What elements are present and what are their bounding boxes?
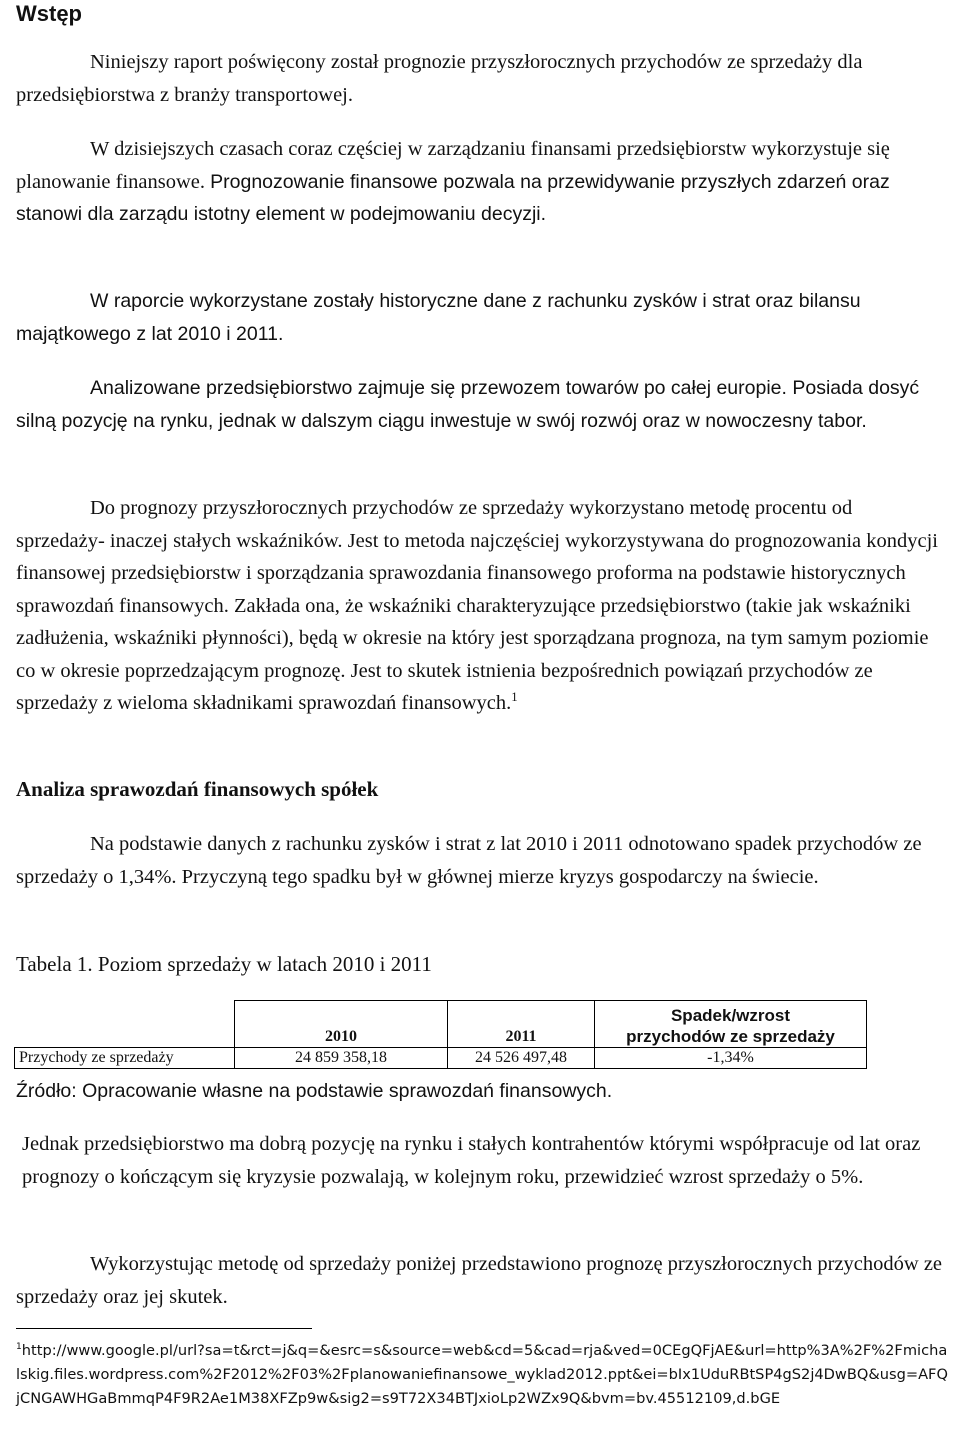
header-line: Spadek/wzrost xyxy=(670,1006,791,1025)
planning-paragraph xyxy=(16,133,946,231)
footnote-ref: 1 xyxy=(511,690,518,705)
planning-text: W dzisiejszych czasach coraz częściej w zarządzaniu finansami przedsiębiorstw wykorzystuje się planowanie finansowe. xyxy=(16,138,890,193)
footnote-divider xyxy=(16,1328,312,1329)
table-header-cell xyxy=(595,1001,867,1048)
forecasting-text: Prognozowanie finansowe pozwala na przewidywanie przyszłych zdarzeń oraz stanowi dla zarządu istotny element w podejmowaniu decyzji. xyxy=(16,170,890,225)
analysis-heading: Analiza sprawozdań finansowych spółek xyxy=(16,777,379,801)
closing-paragraph-1: Jednak przedsiębiorstwo ma dobrą pozycję na rynku i stałych kontrahentów którymi współpracuje od lat oraz prognozy o kończącym się kryzysie pozwalają, w kolejnym roku, przewidzieć wzrost sprzedaży o 5%. xyxy=(22,1133,921,1188)
company-paragraph xyxy=(16,372,946,437)
company-text: Analizowane przedsiębiorstwo zajmuje się przewozem towarów po całej europie. Posiada dosyć silną pozycję na rynku, jednak w dalszym ciągu inwestuje w swój rozwój oraz w nowoczesny tabor. xyxy=(16,377,920,432)
table-header-row xyxy=(15,1001,867,1048)
intro-text: Niniejszy raport poświęcony został prognozie przyszłorocznych przychodów ze sprzedaży dla przedsiębiorstwa z branży transportowej. xyxy=(16,51,863,106)
footnote-link[interactable]: http://www.google.pl/url?sa=t&rct=j&q=&esrc=s&source=web&cd=5&cad=rja&ved=0CEgQFjAE&url=http%3A%2F%2Fmichalskig.files.wordpress.com%2F2012%2F03%2Fplanowaniefinansowe_wyklad2012.ppt&ei=bIx1UduRBtSP4gS2j4DwBQ&usg=AFQjCNGAWHGaBmmqP4F9R2Ae1M38XFZp9w&sig2=s9T72X34BTJxioLp2WZx9Q&bvm=bv.45512109,d.bGE xyxy=(16,1342,948,1407)
closing-text-2: Wykorzystując metodę od sprzedaży poniżej przedstawiono prognozę przyszłorocznych przychodów ze sprzedaży oraz jej skutek. xyxy=(16,1253,943,1308)
table-cell: Przychody ze sprzedaży xyxy=(15,1048,235,1069)
header-line: przychodów ze sprzedaży xyxy=(626,1027,835,1046)
table-caption: Tabela 1. Poziom sprzedaży w latach 2010 i 2011 xyxy=(16,952,432,976)
analysis-paragraph xyxy=(16,828,946,893)
closing-paragraph-2 xyxy=(16,1248,946,1313)
analysis-text: Na podstawie danych z rachunku zysków i strat z lat 2010 i 2011 odnotowano spadek przychodów ze sprzedaży o 1,34%. Przyczyną tego spadku był w głównej mierze kryzys gospodarczy na świecie. xyxy=(16,833,922,888)
table-cell: 24 526 497,48 xyxy=(448,1048,595,1069)
table-cell: 24 859 358,18 xyxy=(235,1048,448,1069)
section-title: Wstęp xyxy=(16,1,82,26)
footnote xyxy=(16,1339,951,1411)
data-source-text: W raporcie wykorzystane zostały historyczne dane z rachunku zysków i strat oraz bilansu majątkowego z lat 2010 i 2011. xyxy=(16,290,861,345)
table-row xyxy=(15,1048,867,1069)
table-cell: -1,34% xyxy=(595,1048,867,1069)
table-source: Źródło: Opracowanie własne na podstawie sprawozdań finansowych. xyxy=(16,1080,613,1102)
table-header-cell xyxy=(15,1001,235,1048)
data-source-paragraph xyxy=(16,285,946,350)
method-text: Do prognozy przyszłorocznych przychodów ze sprzedaży wykorzystano metodę procentu od sprzedaży- inaczej stałych wskaźników. Jest to metoda najczęściej wykorzystywana do prognozowania kondycji finansowej przedsiębiorstw i sporządzania sprawozdania finansowego proforma na podstawie historycznych sprawozdań finansowych. Zakłada ona, że wskaźniki charakteryzujące przedsiębiorstwo (takie jak wskaźniki zadłużenia, wskaźniki płynności), będą w okresie na który jest sporządzana prognoza, na tym samym poziomie co w okresie poprzedzającym prognozę. Jest to skutek istnienia bezpośrednich powiązań przychodów ze sprzedaży z wieloma składnikami sprawozdań finansowych. xyxy=(16,497,938,714)
table-header-cell: 2011 xyxy=(448,1001,595,1048)
sales-table xyxy=(14,1000,867,1069)
footnote-number: 1 xyxy=(16,1342,22,1353)
method-paragraph xyxy=(16,492,946,720)
intro-paragraph xyxy=(16,46,946,111)
table-header-cell: 2010 xyxy=(235,1001,448,1048)
